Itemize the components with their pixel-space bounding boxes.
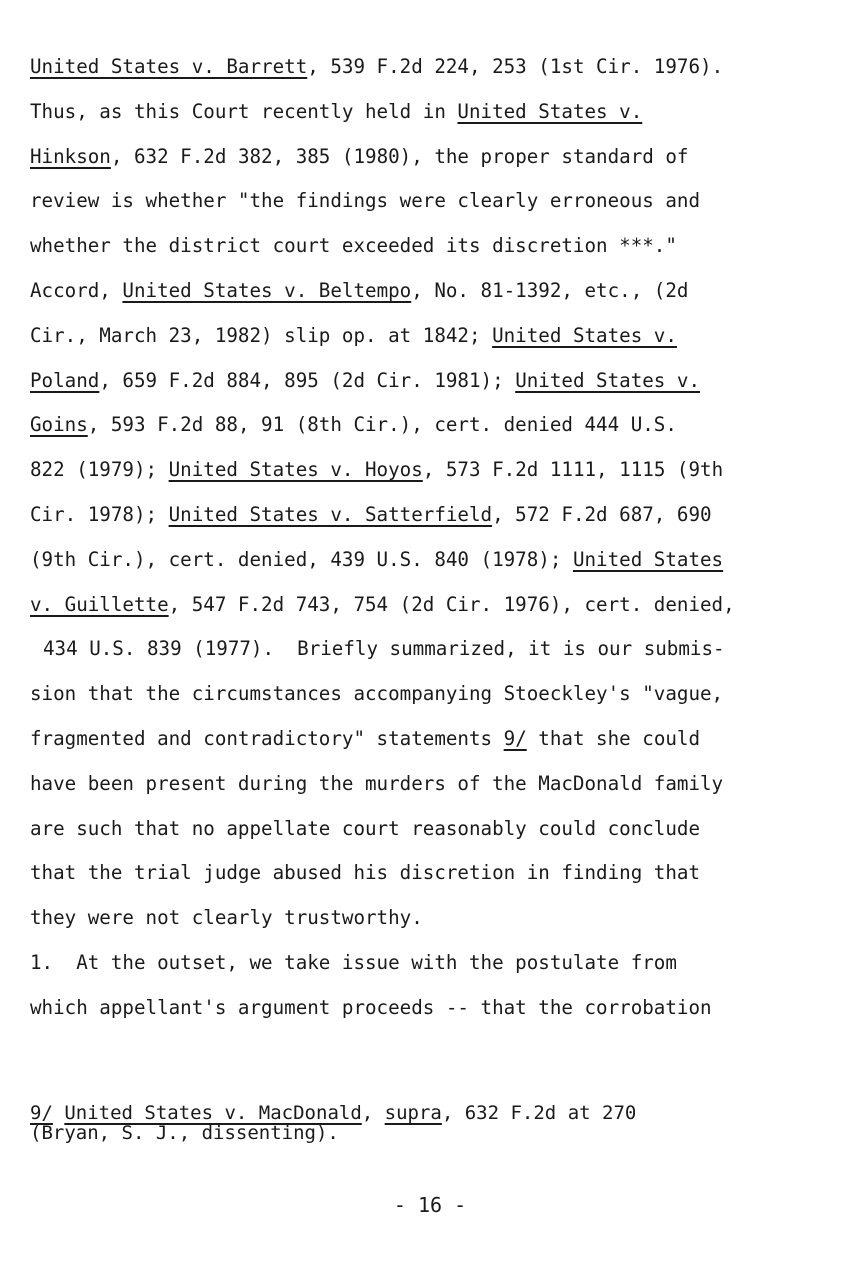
case-citation: United States v. [492,323,677,347]
text-line-4: review is whether "the findings were clearly erroneous and [30,189,701,213]
text-line-8: Poland, 659 F.2d 884, 895 (2d Cir. 1981); United States v. [30,368,701,392]
text-line-10: 822 (1979); United States v. Hoyos, 573 F.2d 1111, 1115 (9th [30,458,724,482]
text-line-1: United States v. Barrett, 539 F.2d 224, 253 (1st Cir. 1976). [30,55,724,78]
text-line-3: Hinkson, 632 F.2d 382, 385 (1980), the proper standard of [30,144,689,168]
case-citation: United States v. MacDonald [64,1102,362,1124]
text-line-7: Cir., March 23, 1982) slip op. at 1842; United States v. [30,323,677,347]
text-line-6: Accord, United States v. Beltempo, No. 81-1392, etc., (2d [30,278,689,302]
case-citation: United States v. [457,99,643,123]
text-line-21: 1. At the outset, we take issue with the postulate from [30,950,677,974]
text-line-2: Thus, as this Court recently held in United States v. [30,99,643,123]
text-line-11: Cir. 1978); United States v. Satterfield, 572 F.2d 687, 690 [30,502,712,526]
text-line-15: sion that the circumstances accompanying Stoeckley's "vague, [30,682,724,706]
case-citation: Poland [30,368,100,392]
text-line-22: which appellant's argument proceeds -- that the corrobation [30,995,712,1019]
text-line-12: (9th Cir.), cert. denied, 439 U.S. 840 (1978); United States [30,547,724,571]
case-citation: United States v. Satterfield [168,502,493,526]
text-line-9: Goins, 593 F.2d 88, 91 (8th Cir.), cert. denied 444 U.S. [30,413,677,437]
case-citation: United States [572,547,724,571]
text-line-5: whether the district court exceeded its discretion ***." [30,234,677,258]
case-citation: v. Guillette [30,592,169,616]
text-line-17: have been present during the murders of the MacDonald family [30,771,724,795]
brief-body-text [30,45,850,1031]
footnote-reference: 9/ [503,726,527,750]
text-line-13: v. Guillette, 547 F.2d 743, 754 (2d Cir. 1976), cert. denied, [30,592,735,616]
case-citation: United States v. Hoyos [168,458,423,482]
footnote-line-2: (Bryan, S. J., dissenting). [30,1122,339,1144]
text-line-16: fragmented and contradictory" statements 9/ that she could [30,726,701,750]
text-line-14: 434 U.S. 839 (1977). Briefly summarized, it is our submis- [43,637,725,661]
footnote-marker: 9/ [30,1102,53,1124]
case-citation: Goins [30,413,88,437]
case-citation: United States v. Barrett [30,55,308,78]
supra-signal: supra [384,1102,442,1124]
text-line-18: are such that no appellate court reasonably could conclude [30,816,701,840]
footnote-line-1: 9/ United States v. MacDonald, supra, 632 F.2d at 270 [30,1102,637,1124]
footnote [30,1103,850,1143]
case-citation: United States v. [515,368,701,392]
text-line-19: that the trial judge abused his discretion in finding that [30,861,701,885]
case-citation: United States v. Beltempo [122,278,412,302]
case-citation: Hinkson [30,144,111,168]
page-number: - 16 - [393,1193,467,1217]
text-line-20: they were not clearly trustworthy. [30,906,423,930]
